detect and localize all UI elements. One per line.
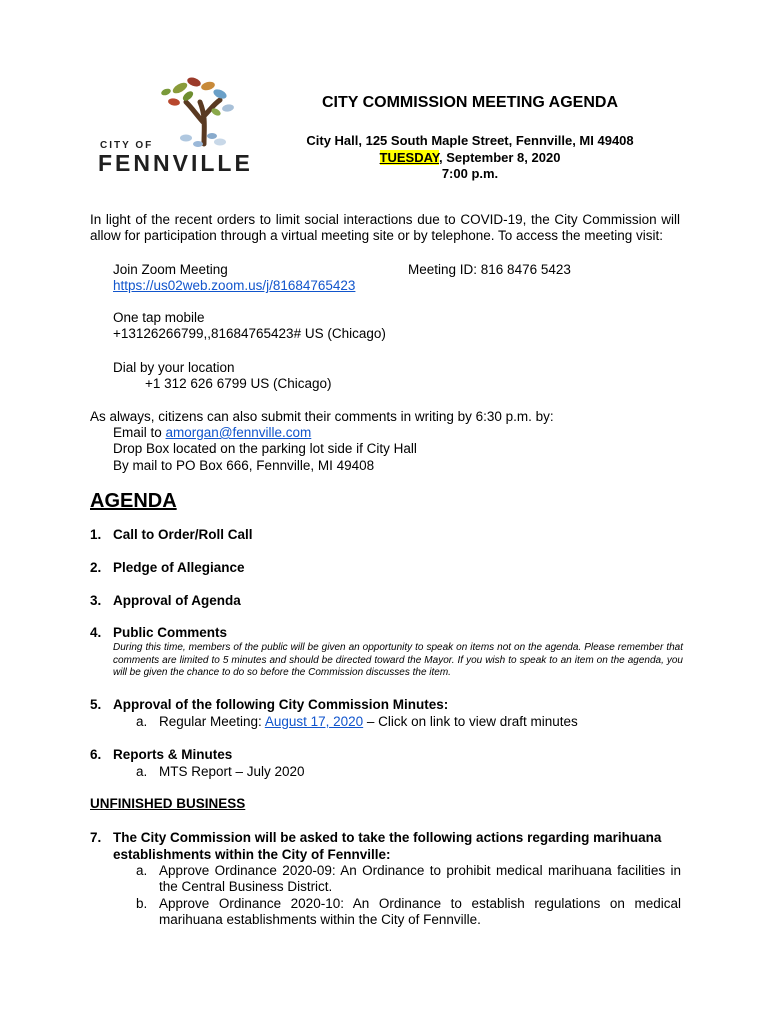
agenda-item-1 (90, 527, 253, 542)
zoom-label: Join Zoom Meeting (113, 262, 228, 277)
page-title: CITY COMMISSION MEETING AGENDA (321, 94, 618, 111)
item-label: Approval of the following City Commission Minutes: (113, 697, 449, 712)
agenda-item-3 (90, 593, 241, 608)
email-link[interactable]: amorgan@fennville.com (165, 425, 312, 440)
zoom-link[interactable]: https://us02web.zoom.us/j/81684765423 (113, 278, 356, 293)
public-comments-note: During this time, members of the public will be given an opportunity to speak on items not on the agenda. Please remember that comments are limited to 5 minutes and should be directed toward the Mayor. If you wish to speak to an item on the agenda, you will be given the chance to do so before the Commission discusses the item. (113, 642, 683, 678)
logo-city-of: CITY OF (100, 140, 154, 151)
one-tap-number: +13126266799,,81684765423# US (Chicago) (113, 326, 386, 341)
minutes-prefix: Regular Meeting: (159, 714, 265, 729)
item-label: The City Commission will be asked to take the following actions regarding marihuana establishments within the City of Fennville: (113, 830, 662, 862)
item-label: Public Comments (113, 625, 228, 640)
minutes-sub-item (159, 714, 578, 730)
meeting-day: TUESDAY (379, 150, 440, 165)
marihuana-sub-a: Approve Ordinance 2020-09: An Ordinance to prohibit medical marihuana facilities in the Central Business District. (159, 863, 681, 894)
agenda-item-7 (90, 829, 682, 863)
meeting-time: 7:00 p.m. (441, 166, 499, 181)
mail-line: By mail to PO Box 666, Fennville, MI 49408 (113, 458, 375, 473)
item-number: 1. (90, 527, 102, 542)
minutes-suffix: – Click on link to view draft minutes (363, 714, 578, 729)
dial-label: Dial by your location (113, 360, 235, 375)
marihuana-sub-a-letter: a. (136, 863, 148, 878)
comments-intro: As always, citizens can also submit their comments in writing by 6:30 p.m. by: (90, 409, 554, 424)
dial-number: +1 312 626 6799 US (Chicago) (145, 376, 332, 391)
marihuana-sub-b: Approve Ordinance 2020-10: An Ordinance to establish regulations on medical marihuana establishments within the City of Fennville. (159, 896, 681, 927)
agenda-item-2 (90, 560, 245, 575)
item-label: Reports & Minutes (113, 747, 233, 762)
item-number: 7. (90, 830, 102, 845)
agenda-item-4 (90, 625, 227, 640)
meeting-date-rest: , September 8, 2020 (439, 150, 561, 165)
item-number: 6. (90, 747, 102, 762)
logo-fennville: FENNVILLE (98, 150, 253, 176)
meeting-address: City Hall, 125 South Maple Street, Fennville, MI 49408 (306, 133, 634, 148)
item-number: 4. (90, 625, 102, 640)
item-label: Approval of Agenda (113, 593, 241, 608)
email-line (113, 425, 311, 441)
item-number: 3. (90, 593, 102, 608)
agenda-heading: AGENDA (90, 490, 177, 512)
unfinished-business-heading: UNFINISHED BUSINESS (90, 796, 246, 811)
meeting-date (280, 150, 660, 165)
item-label: Pledge of Allegiance (113, 560, 245, 575)
item-number: 5. (90, 697, 102, 712)
agenda-item-5 (90, 697, 448, 712)
dropbox-line: Drop Box located on the parking lot side if City Hall (113, 441, 417, 456)
reports-sub-letter: a. (136, 764, 148, 779)
minutes-link[interactable]: August 17, 2020 (264, 714, 364, 729)
one-tap-label: One tap mobile (113, 310, 205, 325)
minutes-sub-letter: a. (136, 714, 148, 729)
marihuana-sub-b-letter: b. (136, 896, 148, 911)
intro-paragraph: In light of the recent orders to limit social interactions due to COVID-19, the City Commission will allow for participation through a virtual meeting site or by telephone. To access the meeting visit: (90, 212, 680, 243)
email-prefix: Email to (113, 425, 166, 440)
agenda-item-6 (90, 747, 232, 762)
item-label: Call to Order/Roll Call (113, 527, 253, 542)
reports-sub-item: MTS Report – July 2020 (159, 764, 305, 779)
item-number: 2. (90, 560, 102, 575)
meeting-id: Meeting ID: 816 8476 5423 (408, 262, 571, 277)
